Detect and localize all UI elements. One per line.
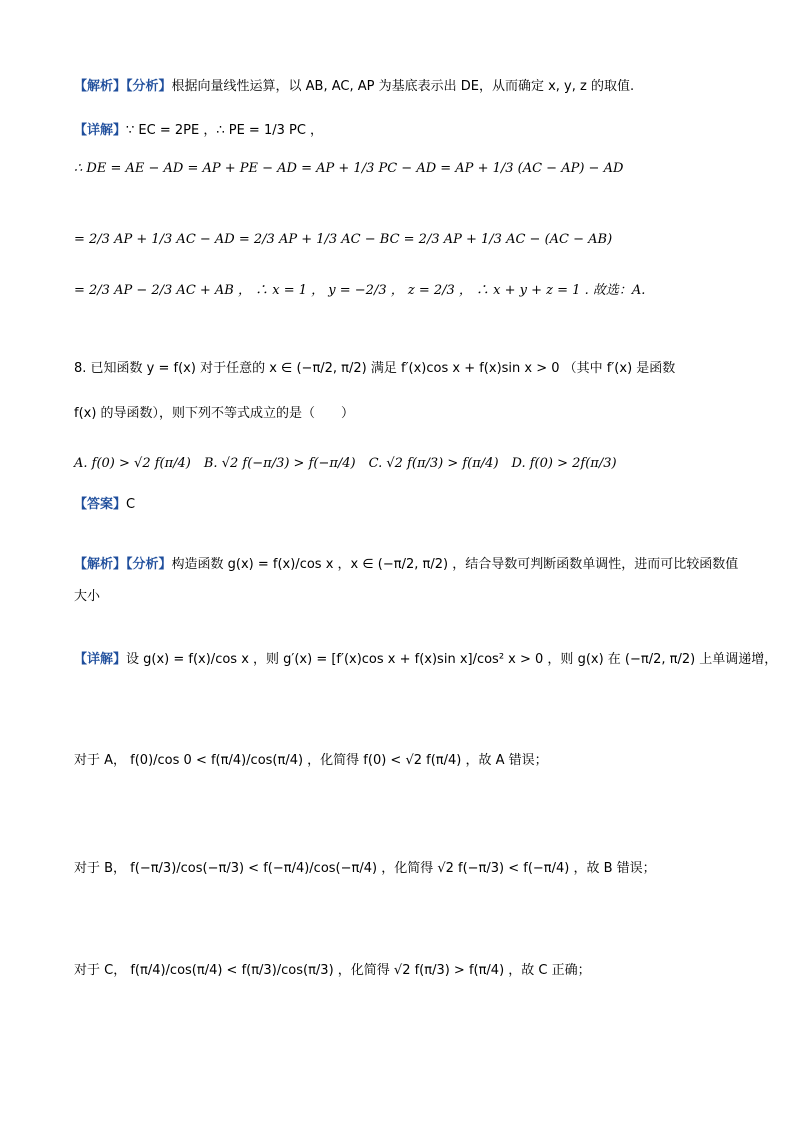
question-8-stem: 8. 已知函数 y = f(x) 对于任意的 x ∈ (−π/2, π/2) 满足 f′(x)cos x + f(x)sin x > 0 （其中 f′(x) 是函数 [74, 361, 676, 376]
analysis-line-2: 【解析】【分析】构造函数 g(x) = f(x)/cos x ，x ∈ (−π/2, π/2) ，结合导数可判断函数单调性，进而可比较函数值 [74, 557, 739, 572]
analysis-line-1: 【解析】【分析】根据向量线性运算，以 AB, AC, AP 为基底表示出 DE，从而确定 x, y, z 的取值. [74, 79, 635, 94]
question-8-stem-cont: f(x) 的导函数），则下列不等式成立的是（ ） [74, 406, 355, 421]
answer-line: 【答案】C [74, 497, 136, 512]
vector-derivation-line-2: = 2/3 AP + 1/3 AC − AD = 2/3 AP + 1/3 AC − BC = 2/3 AP + 1/3 AC − (AC − AB) [74, 232, 613, 247]
option-b-analysis: 对于 B， f(−π/3)/cos(−π/3) < f(−π/4)/cos(−π/4) ，化简得 √2 f(−π/3) < f(−π/4) ，故 B 错误； [74, 861, 656, 876]
option-c-analysis: 对于 C， f(π/4)/cos(π/4) < f(π/3)/cos(π/3) ，化简得 √2 f(π/3) > f(π/4) ，故 C 正确； [74, 963, 591, 978]
question-8-options: A. f(0) > √2 f(π/4) B. √2 f(−π/3) > f(−π/4) C. √2 f(π/3) > f(π/4) D. f(0) > 2f(π/3) [74, 456, 617, 471]
analysis-line-2-cont: 大小 [74, 589, 101, 604]
detail-line-1: 【详解】∵ EC = 2PE ，∴ PE = 1/3 PC ， [74, 123, 324, 138]
vector-result-line: = 2/3 AP − 2/3 AC + AB ， ∴ x = 1 ， y = −2/3 ， z = 2/3 ， ∴ x + y + z = 1 . 故选：A. [74, 283, 646, 298]
option-a-analysis: 对于 A， f(0)/cos 0 < f(π/4)/cos(π/4) ，化简得 f(0) < √2 f(π/4) ，故 A 错误； [74, 753, 548, 768]
vector-derivation-line-1: ∴ DE = AE − AD = AP + PE − AD = AP + 1/3 PC − AD = AP + 1/3 (AC − AP) − AD [74, 161, 624, 176]
detail-line-2: 【详解】设 g(x) = f(x)/cos x ，则 g′(x) = [f′(x)cos x + f(x)sin x]/cos² x > 0 ，则 g(x) 在 (−π/2, π/2) 上单调递增， [74, 652, 778, 667]
